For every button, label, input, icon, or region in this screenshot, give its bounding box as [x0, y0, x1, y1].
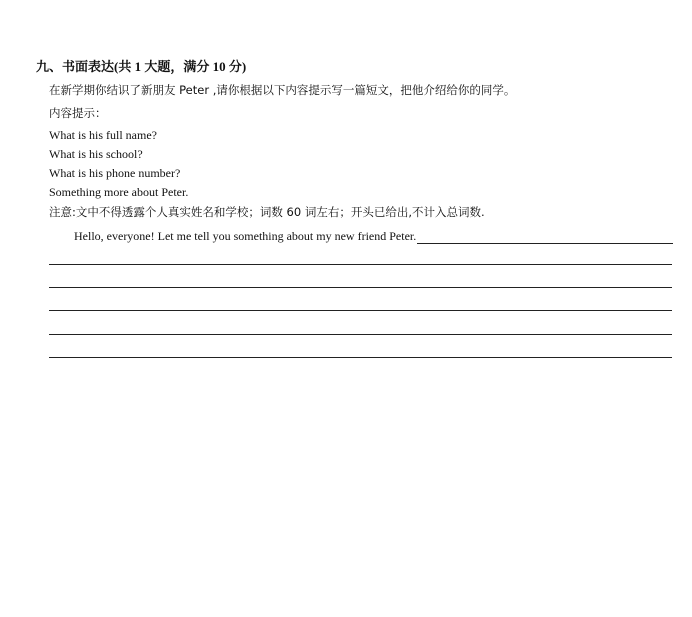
writing-note: 注意:文中不得透露个人真实姓名和学校；词数 60 词左右；开头已给出,不计入总词数. [49, 205, 485, 219]
answer-blank[interactable] [417, 231, 673, 244]
task-instruction: 在新学期你结识了新朋友 Peter ,请你根据以下内容提示写一篇短文，把他介绍给你的同学。 [49, 83, 516, 97]
hints-label: 内容提示： [49, 106, 107, 120]
answer-line[interactable] [49, 287, 672, 288]
answer-line[interactable] [49, 264, 672, 265]
starter-line[interactable] [74, 228, 673, 244]
hint-item: Something more about Peter. [49, 185, 189, 199]
hint-item: What is his full name? [49, 128, 157, 142]
hint-item: What is his school? [49, 147, 143, 161]
hint-item: What is his phone number? [49, 166, 181, 180]
starter-sentence: Hello, everyone! Let me tell you something about my new friend Peter. [74, 229, 417, 243]
answer-line[interactable] [49, 310, 672, 311]
answer-line[interactable] [49, 334, 672, 335]
answer-line[interactable] [49, 357, 672, 358]
section-heading: 九、书面表达(共 1 大题，满分 10 分) [36, 59, 247, 74]
